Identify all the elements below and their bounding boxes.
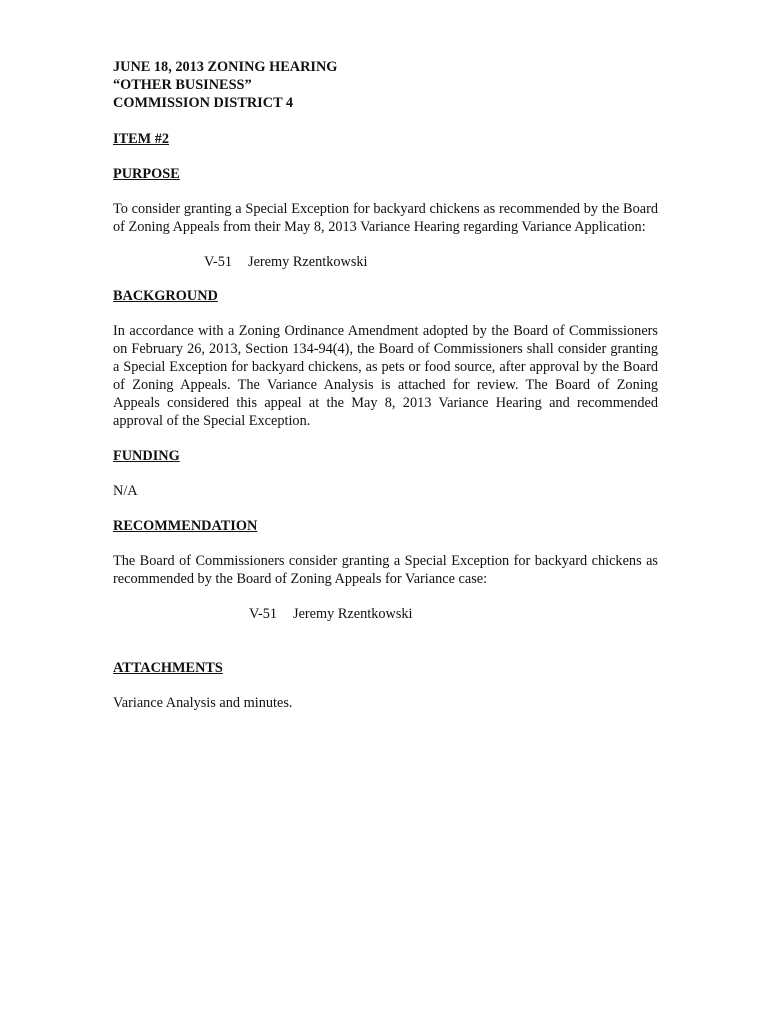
- recommendation-heading: RECOMMENDATION: [113, 518, 258, 534]
- purpose-case: [113, 253, 658, 271]
- purpose-case-number: V-51: [204, 254, 233, 270]
- commission-district: COMMISSION DISTRICT 4: [113, 95, 294, 111]
- purpose-heading: PURPOSE: [113, 166, 180, 182]
- document-page: [113, 58, 658, 712]
- funding-heading: FUNDING: [113, 448, 180, 464]
- document-header: [113, 58, 658, 112]
- purpose-text: To consider granting a Special Exception for backyard chickens as recommended by the Board of Zoning Appeals from their May 8, 2013 Variance Hearing regarding Variance Application:: [113, 201, 658, 235]
- item-number: ITEM #2: [113, 131, 170, 147]
- background-heading: BACKGROUND: [113, 288, 218, 304]
- attachments-text: Variance Analysis and minutes.: [113, 695, 293, 711]
- funding-text: N/A: [113, 483, 138, 499]
- recommendation-text: The Board of Commissioners consider granting a Special Exception for backyard chickens as recommended by the Board of Zoning Appeals for Variance case:: [113, 553, 658, 587]
- recommendation-case-number: V-51: [249, 606, 278, 622]
- recommendation-case-name: Jeremy Rzentkowski: [293, 606, 413, 622]
- hearing-subtitle: “OTHER BUSINESS”: [113, 77, 252, 93]
- attachments-heading: ATTACHMENTS: [113, 660, 223, 676]
- purpose-case-name: Jeremy Rzentkowski: [248, 254, 368, 270]
- background-text: In accordance with a Zoning Ordinance Amendment adopted by the Board of Commissioners on February 26, 2013, Section 134-94(4), the Board of Commissioners shall consider granting a Special Exception for backyard chickens, as pets or food source, after approval by the Board of Zoning Appeals. The Variance Analysis is attached for review. The Board of Zoning Appeals considered this appeal at the May 8, 2013 Variance Hearing and recommended approval of the Special Exception.: [113, 323, 658, 429]
- recommendation-case: [113, 605, 658, 623]
- hearing-title: JUNE 18, 2013 ZONING HEARING: [113, 59, 338, 75]
